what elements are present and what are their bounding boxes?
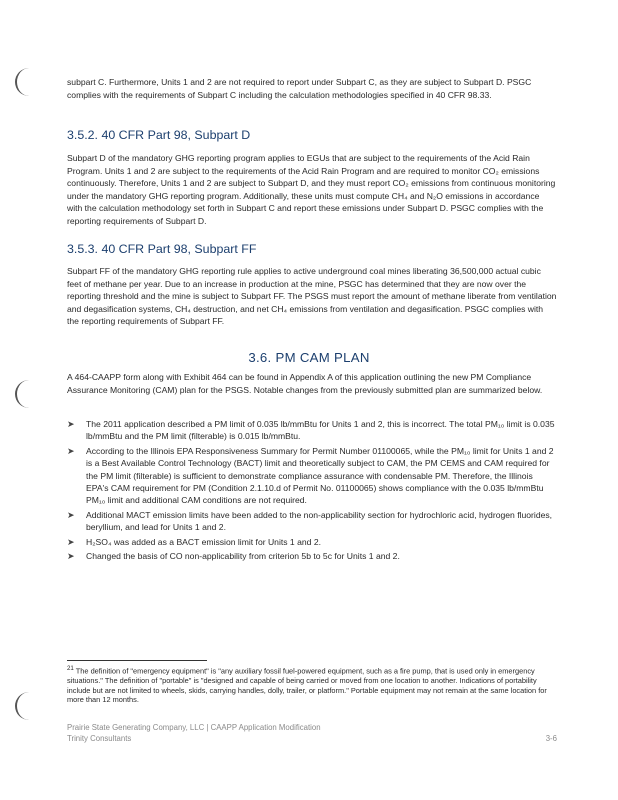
list-item	[67, 445, 557, 507]
section-3-6-intro: A 464-CAAPP form along with Exhibit 464 can be found in Appendix A of this application outlining the new PM Compliance Assurance Monitoring (CAM) plan for the PSGS. Notable changes from the previously submitted plan are summarized below.	[67, 372, 543, 395]
cam-changes-list	[67, 418, 557, 564]
page-number: 3-6	[545, 734, 557, 743]
list-item	[67, 509, 557, 534]
binder-hole-mark	[15, 68, 31, 96]
binder-hole-mark	[15, 692, 31, 720]
continuation-paragraph: subpart C. Furthermore, Units 1 and 2 are not required to report under Subpart C, as they are subject to Subpart D. PSGC complies with the requirements of Subpart C including the calculation methodologies specified in 40 CFR 98.33.	[67, 77, 532, 100]
footnote-marker: 21	[67, 665, 74, 672]
list-item-text: Changed the basis of CO non-applicability from criterion 5b to 5c for Units 1 and 2.	[86, 551, 400, 562]
arrow-bullet-icon: ➤	[67, 509, 75, 520]
list-item-text: The 2011 application described a PM limit of 0.035 lb/mmBtu for Units 1 and 2, this is incorrect. The total PM₁₀ limit is 0.035 lb/mmBtu and the PM limit (filterable) is 0.015 lb/mmBtu.	[86, 419, 555, 442]
section-heading-3-6: 3.6. PM CAM PLAN	[248, 350, 370, 365]
page-footer	[67, 722, 557, 744]
arrow-bullet-icon: ➤	[67, 445, 75, 456]
section-heading-3-5-3: 3.5.3. 40 CFR Part 98, Subpart FF	[67, 242, 257, 256]
list-item-text: H₂SO₄ was added as a BACT emission limit for Units 1 and 2.	[86, 536, 321, 547]
list-item	[67, 550, 557, 562]
list-item-text: Additional MACT emission limits have been added to the non-applicability section for hydrochloric acid, hydrogen fluorides, beryllium, and lead for Units 1 and 2.	[86, 509, 553, 533]
list-item	[67, 418, 557, 443]
arrow-bullet-icon: ➤	[67, 551, 75, 562]
binder-hole-mark	[15, 380, 31, 408]
footer-consultant: Trinity Consultants	[67, 734, 132, 743]
footnote	[67, 664, 557, 705]
footnote-text: The definition of "emergency equipment" is "any auxiliary fossil fuel-powered equipment, such as a fire pump, that is used only in emergency situations." The definition of "portable" is "designed and capable of being carried or moved from one location to another. Indications of portability include but are not limited to wheels, skids, carrying handles, dolly, trailer, or platform." Portable equipment may not remain at the same location for more than 12 months.	[67, 666, 547, 705]
list-item	[67, 536, 557, 548]
section-heading-3-5-2: 3.5.2. 40 CFR Part 98, Subpart D	[67, 128, 251, 142]
arrow-bullet-icon: ➤	[67, 419, 75, 429]
section-3-5-2-body: Subpart D of the mandatory GHG reporting program applies to EGUs that are subject to the requirements of the Acid Rain Program. Units 1 and 2 are subject to the requirements of the Acid Rain Program and are required to monitor CO₂ emissions continuously. Therefore, Units 1 and 2 are subject to Subpart D, and they must report CO₂ emissions from continuous monitoring under the mandatory GHG reporting program. Additionally, these units must compute CH₄ and N₂O emissions in accordance with the calculation methodology set forth in Subpart C and report these emissions under Subpart D. PSGC complies with the reporting requirements of Subpart D.	[67, 153, 556, 226]
footer-company: Prairie State Generating Company, LLC | CAAPP Application Modification	[67, 723, 321, 732]
footnote-divider	[67, 660, 207, 661]
section-3-5-3-body: Subpart FF of the mandatory GHG reporting rule applies to active underground coal mines liberating 36,500,000 actual cubic feet of methane per year. Due to an increase in production at the mine, PSGC has determined that they are now over the reporting threshold and the mine is subject to Subpart FF. The PSGS must report the amount of methane liberate from ventilation and degasification systems, CH₄ destruction, and net CH₄ emissions from ventilation and degasification. PSGC complies with the reporting requirements of Subpart FF.	[67, 266, 557, 327]
arrow-bullet-icon: ➤	[67, 536, 75, 547]
list-item-text: According to the Illinois EPA Responsiveness Summary for Permit Number 01100065, while the PM₁₀ limit for Units 1 and 2 is a Best Available Control Technology (BACT) limit and theoretically subject to CAM, the PM CEMS and CAM required for the PM limit (filterable) is sufficient to demonstrate compliance assurance with condensable PM. Therefore, the Illinois EPA's CAM requirement for PM (Condition 2.1.10.d of Permit No. 01100065) shows compliance with the 0.035 lb/mmBtu PM₁₀ limit and additional CAM conditions are not required.	[86, 445, 554, 506]
